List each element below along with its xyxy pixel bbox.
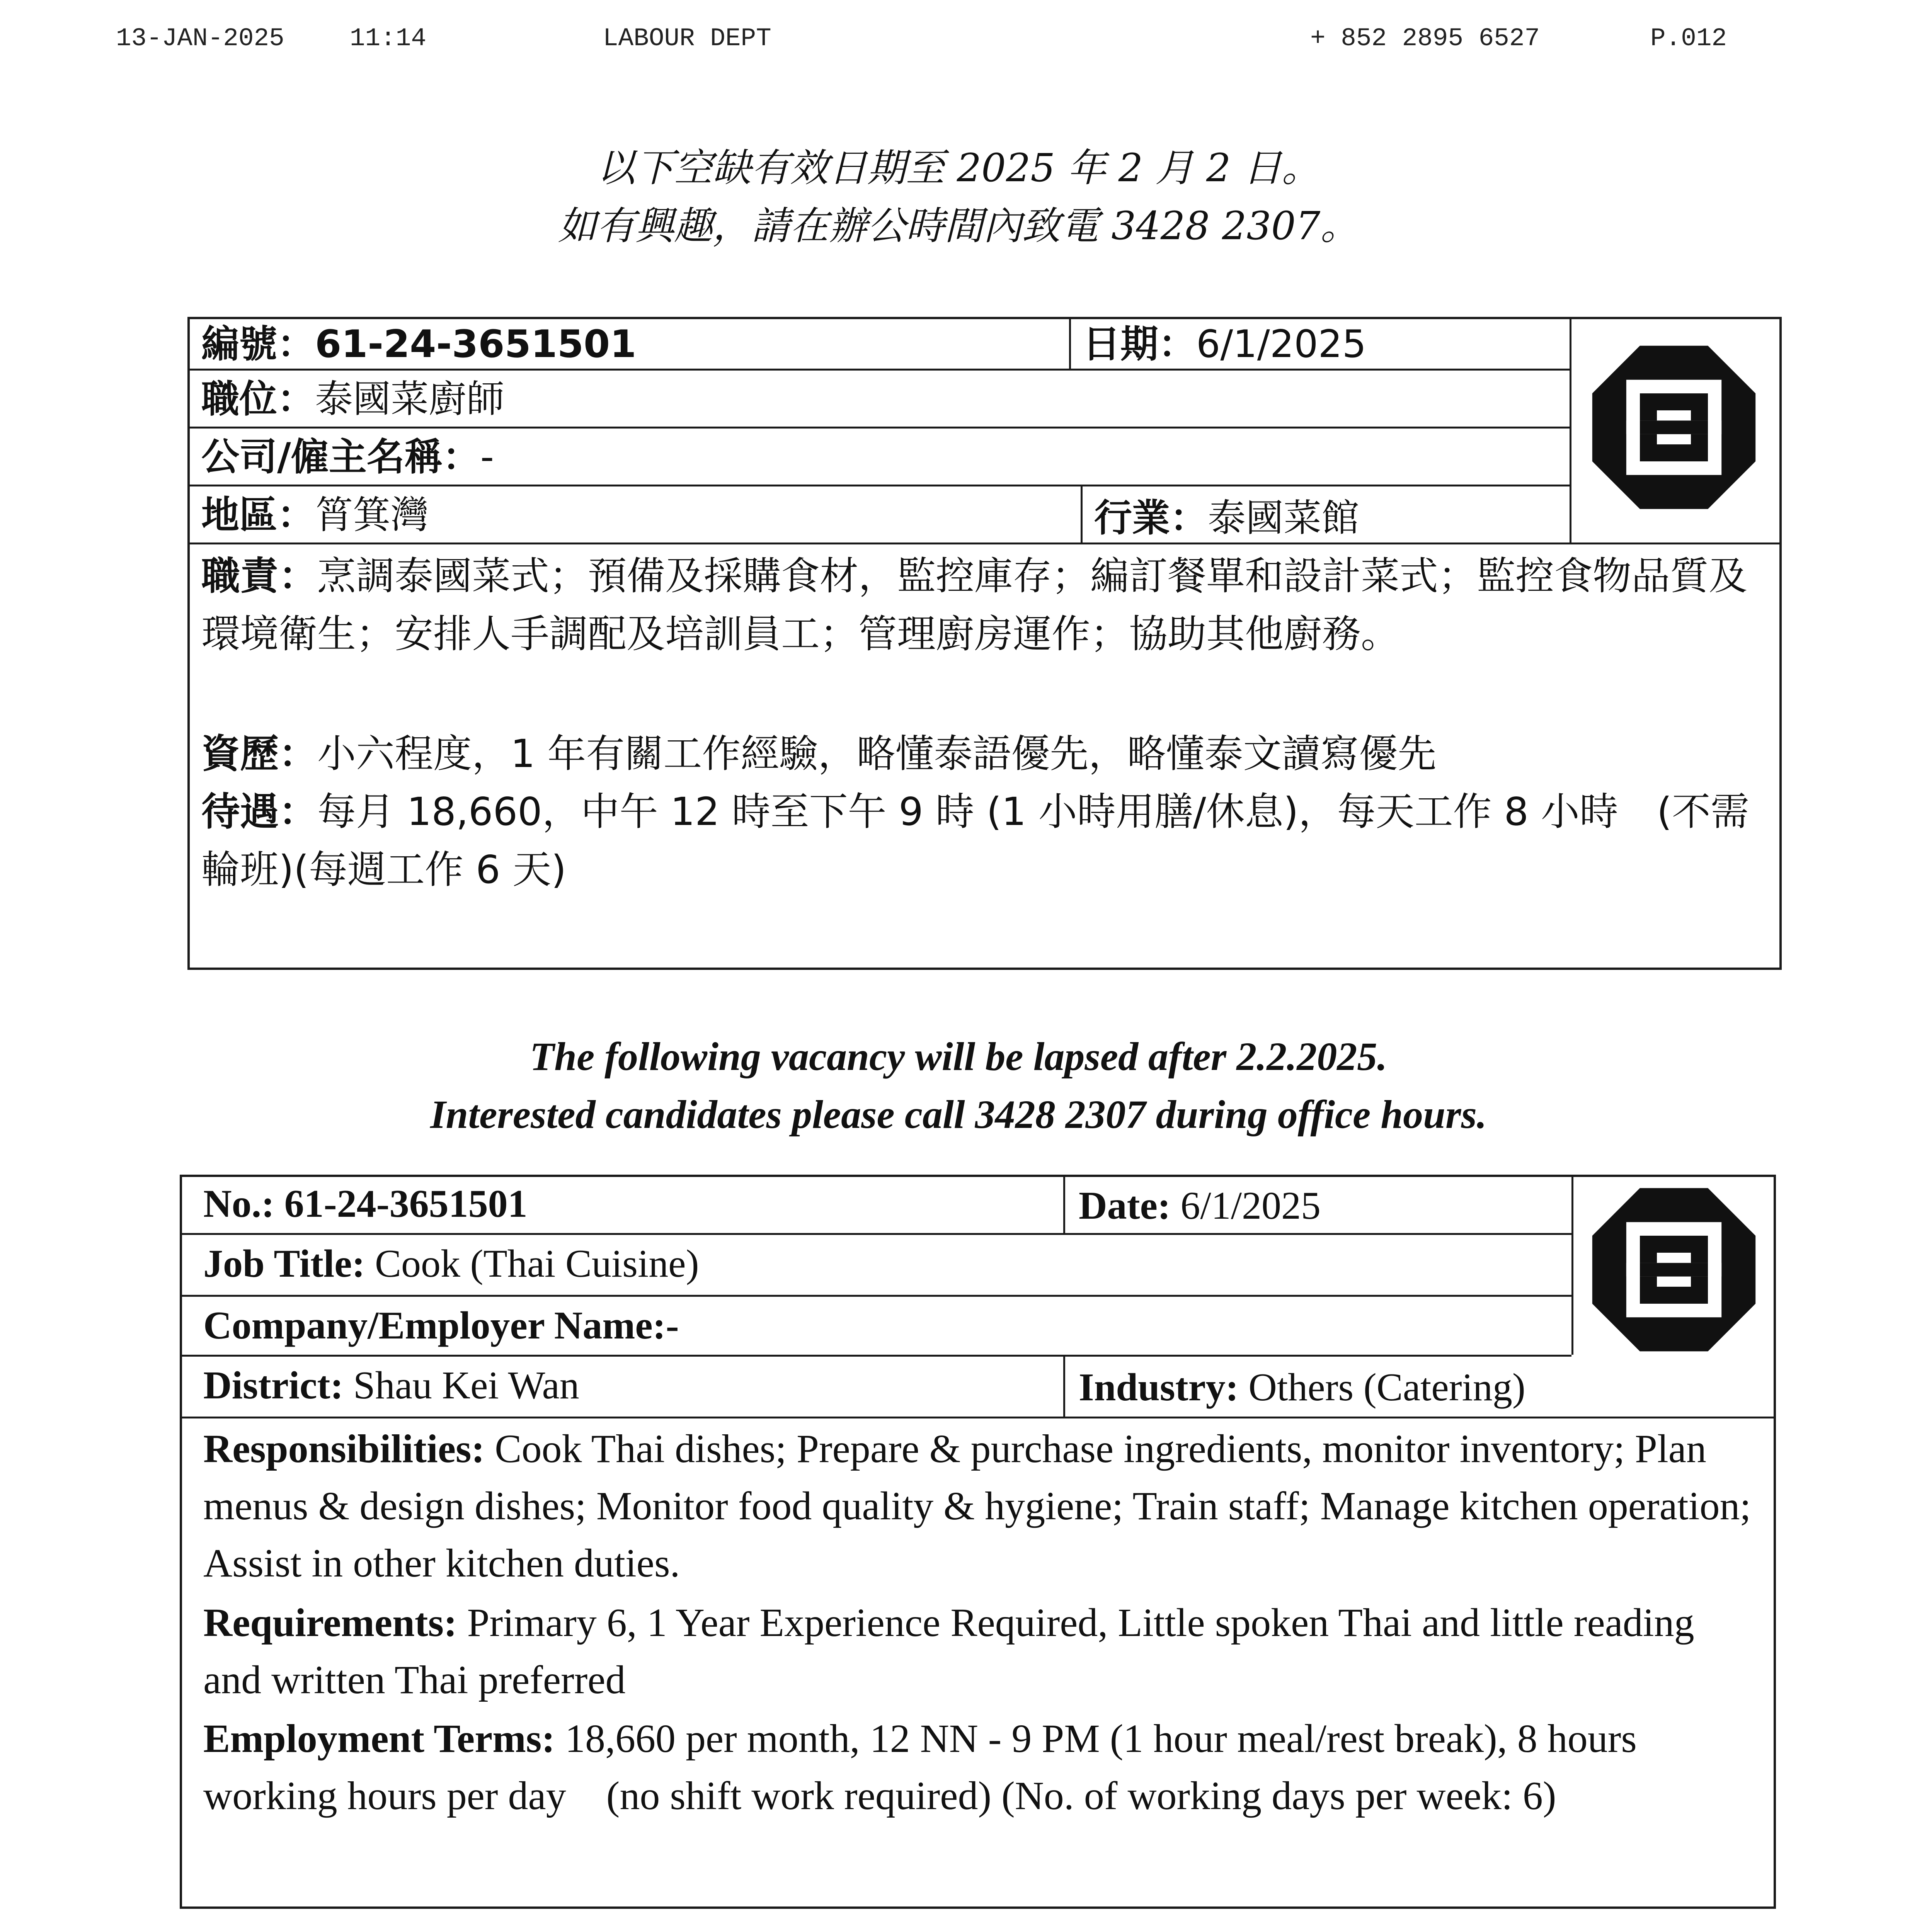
district-field	[201, 486, 429, 544]
employment-terms-text-en: 18,660 per month, 12 NN - 9 PM (1 hour meal/rest break), 8 hours working hours per day (no shift work required) (No. of working days per week: 6)	[203, 1716, 1637, 1818]
responsibilities-section	[201, 547, 1763, 663]
labour-department-logo-icon-en	[1589, 1185, 1759, 1355]
company-field-en	[203, 1297, 679, 1355]
responsibilities-label-en: Responsibilities:	[203, 1427, 495, 1471]
district-value: 筲箕灣	[315, 493, 429, 537]
job-title-field-en	[203, 1235, 699, 1293]
notice-english-line1: The following vacancy will be lapsed after 2.2.2025.	[529, 1034, 1388, 1079]
requirements-text-en: Primary 6, 1 Year Experience Required, Little spoken Thai and little reading and written Thai preferred	[203, 1600, 1694, 1702]
notice-english	[0, 1028, 1917, 1144]
ref-number-value-en: 61-24-3651501	[284, 1182, 528, 1226]
industry-label-en: Industry:	[1079, 1366, 1249, 1409]
industry-value: 泰國菜館	[1208, 496, 1360, 540]
fax-sender: LABOUR DEPT	[603, 24, 771, 53]
notice-chinese-line1: 以下空缺有效日期至 2025 年 2 月 2 日。	[596, 145, 1321, 190]
employment-terms-section-en	[203, 1710, 1761, 1825]
company-value: -	[480, 435, 494, 479]
date-field	[1083, 315, 1366, 373]
labour-department-logo-icon	[1589, 342, 1759, 512]
employment-terms-label-en: Employment Terms:	[203, 1716, 565, 1761]
employment-terms-text: 每月 18,660，中午 12 時至下午 9 時 (1 小時用膳/休息)，每天工作 8 小時 (不需輪班)(每週工作 6 天)	[201, 789, 1749, 892]
notice-chinese-line2: 如有興趣，請在辦公時間內致電 3428 2307。	[558, 203, 1359, 248]
industry-value-en: Others (Catering)	[1248, 1366, 1525, 1409]
ref-number-label: 編號：	[201, 322, 315, 366]
ref-number-value: 61-24-3651501	[315, 322, 637, 366]
date-value-en: 6/1/2025	[1180, 1184, 1321, 1228]
employment-terms-label: 待遇：	[201, 789, 317, 834]
job-title-value-en: Cook (Thai Cuisine)	[375, 1242, 699, 1286]
district-label-en: District:	[203, 1364, 353, 1407]
requirements-text: 小六程度，1 年有關工作經驗，略懂泰語優先，略懂泰文讀寫優先	[317, 731, 1437, 776]
vacancy-card-chinese	[187, 317, 1782, 970]
requirements-section	[201, 725, 1763, 783]
responsibilities-section-en	[203, 1420, 1761, 1592]
ref-number-field	[201, 315, 636, 373]
requirements-section-en	[203, 1594, 1761, 1709]
job-title-label-en: Job Title:	[203, 1242, 375, 1286]
job-title-field	[201, 370, 504, 428]
industry-label: 行業：	[1094, 496, 1208, 540]
fax-time: 11:14	[350, 24, 427, 53]
fax-date: 13-JAN-2025	[116, 24, 284, 53]
job-title-label: 職位：	[201, 377, 315, 421]
vacancy-card-english	[180, 1175, 1776, 1909]
job-title-value: 泰國菜廚師	[315, 377, 505, 421]
responsibilities-text: 烹調泰國菜式；預備及採購食材，監控庫存；編訂餐單和設計菜式；監控食物品質及環境衛生；安排人手調配及培訓員工；管理廚房運作；協助其他廚務。	[201, 553, 1747, 656]
fax-header	[0, 24, 1917, 59]
date-field-en	[1079, 1177, 1321, 1235]
notice-chinese	[0, 139, 1917, 255]
company-field	[201, 428, 494, 486]
responsibilities-text-en: Cook Thai dishes; Prepare & purchase ingredients, monitor inventory; Plan menus & design dishes; Monitor food quality & hygiene; Train staff; Manage kitchen operation; Assist in other kitchen duties.	[203, 1427, 1751, 1585]
notice-english-line2: Interested candidates please call 3428 2307 during office hours.	[430, 1092, 1487, 1137]
date-value: 6/1/2025	[1196, 322, 1367, 366]
ref-number-field-en	[203, 1175, 528, 1233]
district-field-en	[203, 1357, 579, 1415]
company-label: 公司/僱主名稱：	[201, 435, 480, 479]
ref-number-label-en: No.:	[203, 1182, 284, 1226]
company-label-en: Company/Employer Name:	[203, 1304, 666, 1347]
fax-phone: + 852 2895 6527	[1310, 24, 1540, 53]
industry-field	[1094, 489, 1359, 547]
industry-field-en	[1079, 1359, 1525, 1417]
responsibilities-label: 職責：	[201, 553, 317, 599]
requirements-label: 資歷：	[201, 731, 317, 776]
company-value-en: -	[666, 1304, 679, 1347]
employment-terms-section	[201, 783, 1763, 899]
district-label: 地區：	[201, 493, 315, 537]
fax-page-number: P.012	[1650, 24, 1727, 53]
date-label: 日期：	[1083, 322, 1197, 366]
district-value-en: Shau Kei Wan	[353, 1364, 579, 1407]
date-label-en: Date:	[1079, 1184, 1181, 1228]
requirements-label-en: Requirements:	[203, 1600, 467, 1645]
